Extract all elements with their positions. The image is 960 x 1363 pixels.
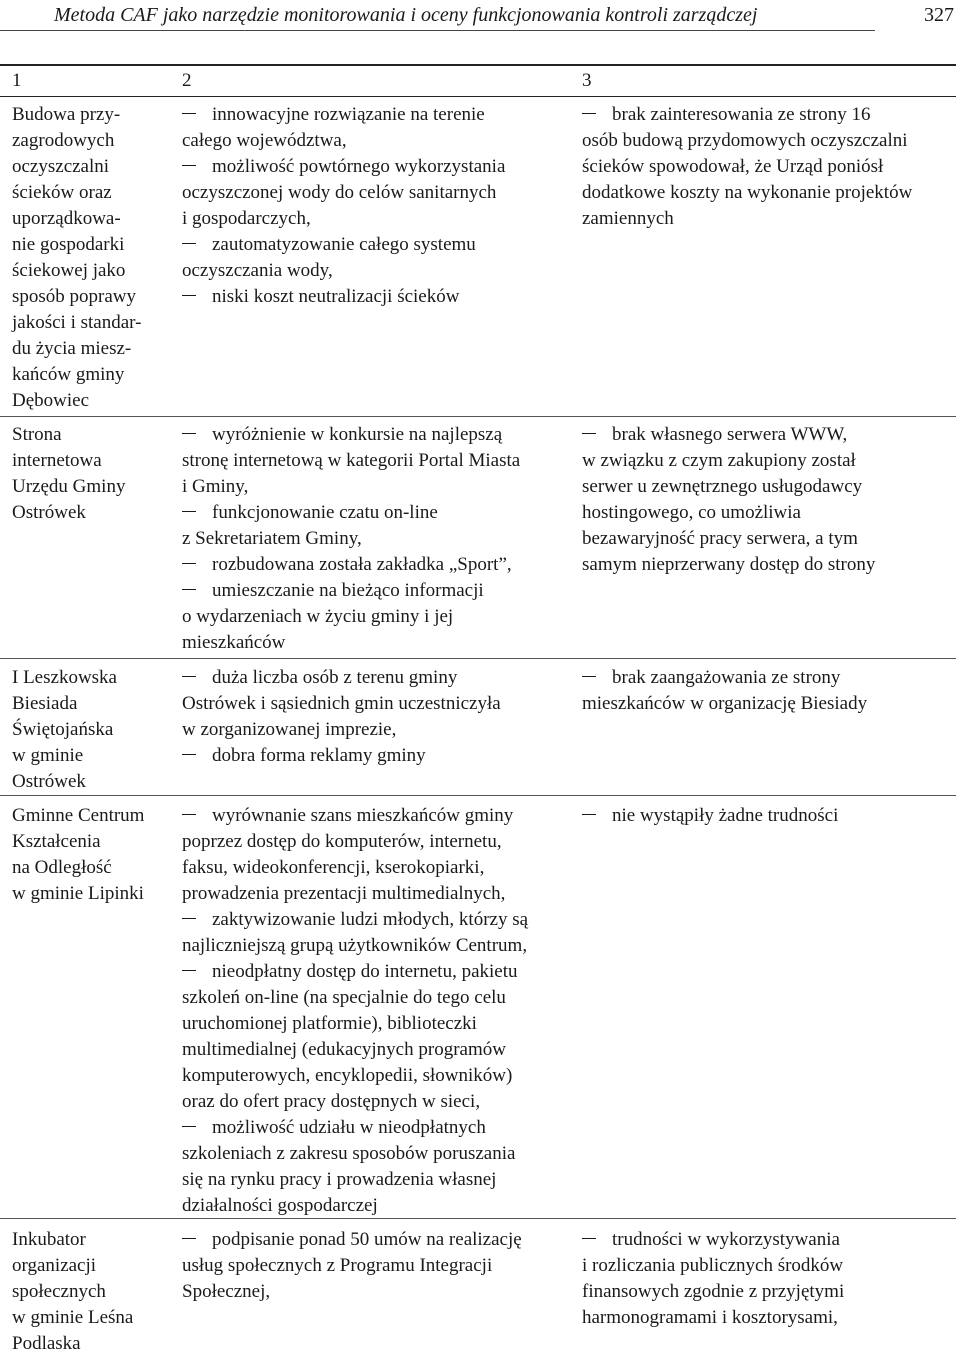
project-name-cell [12,102,170,414]
cell-line: i rozliczania publicznych środków [582,1255,844,1276]
cell-line: Podlaska [12,1333,81,1354]
cell-line: i gospodarczych, [182,208,311,229]
cell-line: ścieków oraz [12,182,112,203]
cell-line: Ostrówek [12,502,86,523]
cell-line: zagrodowych [12,130,115,151]
cell-line: szkoleniach z zakresu sposobów poruszania [182,1143,516,1164]
bullet-text: dobra forma reklamy gminy [212,745,426,766]
bullet-line [182,1115,566,1141]
bullet-text: duża liczba osób z terenu gminy [212,667,458,688]
cell-line: poprzez dostęp do komputerów, internetu, [182,831,502,852]
bullet-text: brak zaangażowania ze strony [612,667,841,688]
table-row [0,803,956,1219]
column-number-1: 1 [12,70,22,91]
cell-line: Ostrówek i sąsiednich gmin uczestniczyła [182,693,501,714]
dash-bullet [182,1126,196,1127]
cell-line: Dębowiec [12,390,90,411]
cell-line: usług społecznych z Programu Integracji [182,1255,493,1276]
bullet-text: rozbudowana została zakładka „Sport”, [212,554,512,575]
bullet-text: wyrównanie szans mieszkańców gminy [212,805,514,826]
cell-line: w zorganizowanej imprezie, [182,719,397,740]
bullet-text: zautomatyzowanie całego systemu [212,234,476,255]
difficulties-cell [582,102,954,232]
cell-line: na Odległość [12,857,112,878]
bullet-line [182,154,566,180]
cell-line: finansowych zgodnie z przyjętymi [582,1281,845,1302]
dash-bullet [182,511,196,512]
bullet-text: funkcjonowanie czatu on-line [212,502,438,523]
bullet-text: nieodpłatny dostęp do internetu, pakietu [212,961,518,982]
dash-bullet [182,814,196,815]
cell-line: internetowa [12,450,102,471]
table-row [0,1227,956,1361]
bullet-line [582,665,954,691]
cell-line: faksu, wideokonferencji, kserokopiarki, [182,857,485,878]
cell-line: Biesiada [12,693,78,714]
cell-line: ściekowej jako [12,260,126,281]
dash-bullet [582,1238,596,1239]
bullet-text: brak własnego serwera WWW, [612,424,848,445]
cell-line: organizacji [12,1255,97,1276]
bullet-text: innowacyjne rozwiązanie na terenie [212,104,485,125]
dash-bullet [582,814,596,815]
cell-line: o wydarzeniach w życiu gminy i jej [182,606,454,627]
column-number-row [0,66,956,96]
cell-line: dodatkowe koszty na wykonanie projektów [582,182,913,203]
running-header [0,0,960,34]
cell-line: całego województwa, [182,130,347,151]
bullet-line [182,284,566,310]
difficulties-cell [582,1227,954,1331]
dash-bullet [182,165,196,166]
project-name-cell [12,1227,170,1357]
cell-line: zamiennych [582,208,674,229]
cell-line: oraz do ofert pracy dostępnych w sieci, [182,1091,481,1112]
table-row [0,665,956,796]
cell-line: się na rynku pracy i prowadzenia własnej [182,1169,497,1190]
cell-line: samym nieprzerwany dostęp do strony [582,554,876,575]
cell-line: Budowa przy- [12,104,121,125]
cell-line: działalności gospodarczej [182,1195,378,1216]
cell-line: prowadzenia prezentacji multimedialnych, [182,883,506,904]
dash-bullet [182,1238,196,1239]
project-name-cell [12,422,170,526]
bullet-text: zaktywizowanie ludzi młodych, którzy są [212,909,529,930]
dash-bullet [182,589,196,590]
cell-line: Świętojańska [12,719,114,740]
cell-line: mieszkańców [182,632,286,653]
cell-line: i Gminy, [182,476,249,497]
cell-line: bezawaryjność pracy serwera, a tym [582,528,858,549]
bullet-line [182,907,566,933]
dash-bullet [582,113,596,114]
bullet-text: możliwość udziału w nieodpłatnych [212,1117,486,1138]
bullet-line [582,102,954,128]
project-name-cell [12,803,170,907]
bullet-line [182,959,566,985]
cell-line: oczyszczania wody, [182,260,333,281]
cell-line: I Leszkowska [12,667,117,688]
dash-bullet [182,970,196,971]
cell-line: w gminie [12,745,84,766]
dash-bullet [182,676,196,677]
bullet-line [182,232,566,258]
bullet-line [182,552,566,578]
dash-bullet [182,295,196,296]
cell-line: Gminne Centrum [12,805,145,826]
column-number-2: 2 [182,70,192,91]
column-number-3: 3 [582,70,592,91]
cell-line: serwer u zewnętrznego usługodawcy [582,476,863,497]
cell-line: Urzędu Gminy [12,476,126,497]
cell-line: uporządkowa- [12,208,121,229]
difficulties-cell [582,803,954,829]
bullet-text: trudności w wykorzystywania [612,1229,840,1250]
bullet-line [182,743,566,769]
cell-line: jakości i standar- [12,312,142,333]
project-name-cell [12,665,170,795]
table-row [0,422,956,659]
difficulties-cell [582,665,954,717]
bullet-line [182,665,566,691]
cell-line: społecznych [12,1281,106,1302]
bullet-line [582,1227,954,1253]
running-title: Metoda CAF jako narzędzie monitorowania i oceny funkcjonowania kontroli zarządczej [54,4,758,26]
dash-bullet [182,243,196,244]
header-rule [0,30,875,31]
dash-bullet [582,676,596,677]
cell-line: szkoleń on-line (na specjalnie do tego celu [182,987,506,1008]
bullet-text: możliwość powtórnego wykorzystania [212,156,506,177]
bullet-line [182,578,566,604]
bullet-text: nie wystąpiły żadne trudności [612,805,839,826]
bullet-line [582,422,954,448]
benefits-cell [182,102,566,310]
cell-line: osób budową przydomowych oczyszczalni [582,130,908,151]
bullet-text: podpisanie ponad 50 umów na realizację [212,1229,522,1250]
benefits-cell [182,665,566,769]
cell-line: najliczniejszą grupą użytkowników Centrum, [182,935,528,956]
cell-line: Kształcenia [12,831,101,852]
cell-line: ścieków spowodował, że Urząd poniósł [582,156,884,177]
cell-line: oczyszczonej wody do celów sanitarnych [182,182,497,203]
benefits-cell [182,422,566,656]
column-number-rule [0,96,956,97]
cell-line: z Sekretariatem Gminy, [182,528,362,549]
dash-bullet [182,433,196,434]
cell-line: harmonogramami i kosztorysami, [582,1307,838,1328]
cell-line: nie gospodarki [12,234,125,255]
bullet-text: umieszczanie na bieżąco informacji [212,580,484,601]
cell-line: Strona [12,424,62,445]
cell-line: komputerowych, encyklopedii, słowników) [182,1065,513,1086]
cell-line: kańców gminy [12,364,125,385]
bullet-text: niski koszt neutralizacji ścieków [212,286,460,307]
cell-line: mieszkańców w organizację Biesiady [582,693,868,714]
bullet-line [182,500,566,526]
cell-line: du życia miesz- [12,338,132,359]
dash-bullet [182,918,196,919]
dash-bullet [182,113,196,114]
page-number: 327 [924,4,954,26]
bullet-line [182,803,566,829]
cell-line: multimedialnej (edukacyjnych programów [182,1039,506,1060]
bullet-line [582,803,954,829]
bullet-line [182,102,566,128]
cell-line: hostingowego, co umożliwia [582,502,801,523]
difficulties-cell [582,422,954,578]
cell-line: uruchomionej platformie), biblioteczki [182,1013,477,1034]
benefits-cell [182,803,566,1219]
cell-line: sposób poprawy [12,286,137,307]
table-row [0,102,956,417]
cell-line: w związku z czym zakupiony został [582,450,856,471]
cell-line: w gminie Lipinki [12,883,144,904]
cell-line: Społecznej, [182,1281,271,1302]
cell-line: Inkubator [12,1229,86,1250]
bullet-line [182,422,566,448]
dash-bullet [582,433,596,434]
dash-bullet [182,563,196,564]
cell-line: w gminie Leśna [12,1307,134,1328]
cell-line: oczyszczalni [12,156,110,177]
bullet-text: brak zainteresowania ze strony 16 [612,104,871,125]
dash-bullet [182,754,196,755]
cell-line: stronę internetową w kategorii Portal Miasta [182,450,521,471]
bullet-line [182,1227,566,1253]
benefits-cell [182,1227,566,1305]
cell-line: Ostrówek [12,771,86,792]
bullet-text: wyróżnienie w konkursie na najlepszą [212,424,503,445]
